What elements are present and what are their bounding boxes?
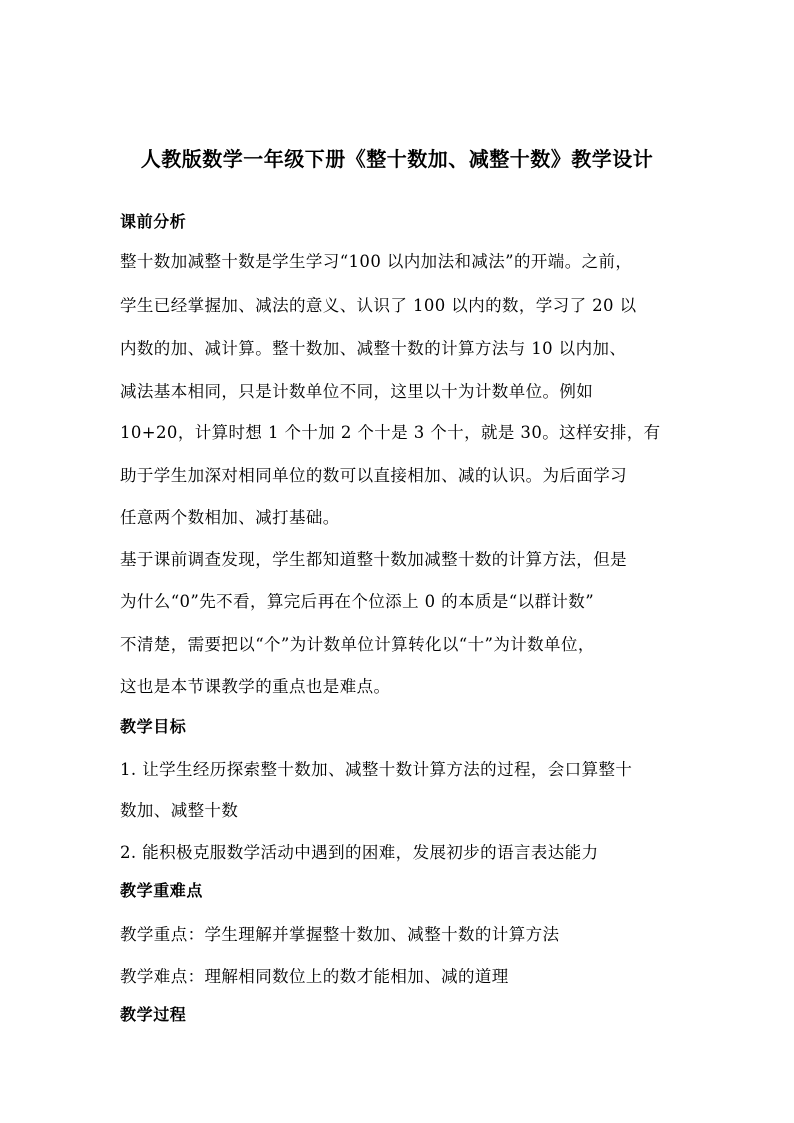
paragraph-line: 任意两个数相加、减打基础。 [120,508,340,527]
paragraph-line: 内数的加、减计算。整十数加、减整十数的计算方法与 10 以内加、 [120,339,627,358]
paragraph-line: 这也是本节课教学的重点也是难点。 [120,677,391,696]
section-heading-goals: 教学目标 [120,717,187,736]
paragraph-line: 2. 能积极克服数学活动中遇到的困难，发展初步的语言表达能力 [120,843,599,862]
paragraph-line: 不清楚，需要把以“个”为计数单位计算转化以“十”为计数单位， [120,635,595,654]
section-heading-pre-analysis: 课前分析 [120,212,187,231]
paragraph-line: 为什么“0”先不看，算完后再在个位添上 0 的本质是“以群计数” [120,592,595,611]
document-title: 人教版数学一年级下册《整十数加、减整十数》教学设计 [140,147,654,171]
section-heading-process: 教学过程 [120,1005,187,1024]
paragraph-line: 助于学生加深对相同单位的数可以直接相加、减的认识。为后面学习 [120,466,627,485]
paragraph-line: 减法基本相同，只是计数单位不同，这里以十为计数单位。例如 [120,382,594,401]
paragraph-line: 10+20，计算时想 1 个十加 2 个十是 3 个十，就是 30。这样安排，有 [120,423,661,442]
paragraph-line: 数加、减整十数 [120,801,239,820]
paragraph-line: 1. 让学生经历探索整十数加、减整十数计算方法的过程，会口算整十 [120,760,633,779]
paragraph-line: 教学难点：理解相同数位上的数才能相加、减的道理 [120,967,509,986]
paragraph-line: 整十数加减整十数是学生学习“100 以内加法和减法”的开端。之前， [120,252,633,271]
paragraph-line: 教学重点：学生理解并掌握整十数加、减整十数的计算方法 [120,925,560,944]
section-heading-key-points: 教学重难点 [120,881,204,900]
paragraph-line: 基于课前调查发现，学生都知道整十数加减整十数的计算方法，但是 [120,550,627,569]
paragraph-line: 学生已经掌握加、减法的意义、认识了 100 以内的数，学习了 20 以 [120,296,637,315]
